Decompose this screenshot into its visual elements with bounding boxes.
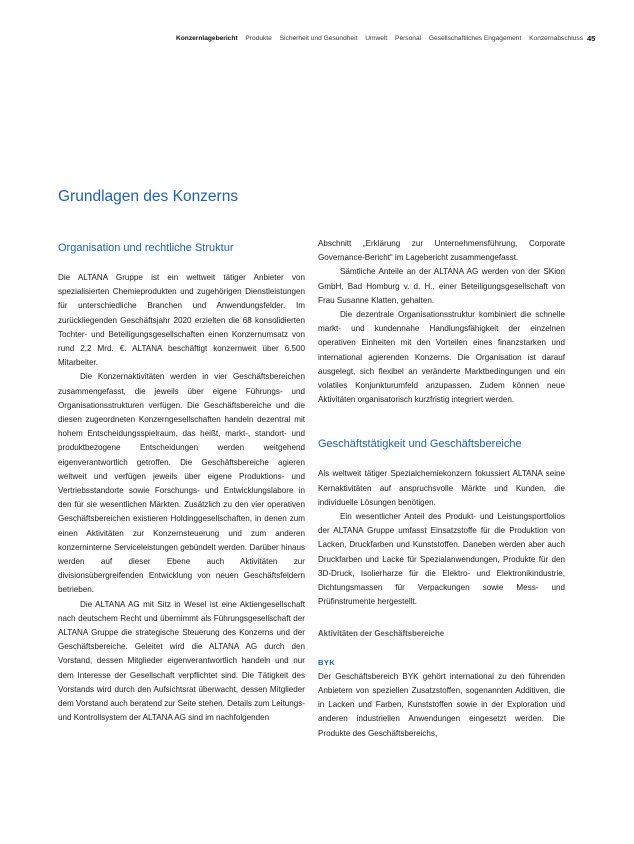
paragraph: Die ALTANA Gruppe ist ein weltweit tätiger Anbieter von spezialisierten Chemieprodukten und zugehörigen Dienstleistungen für unterschiedliche Branchen und Anwendungsfelder. Im zurückliegenden Geschäftsjahr 2020 erzielten die 68 konsolidierten Tochter- und Beteiligungsgesellschaften einen Konzernumsatz von rund 2,2 Mrd. €. ALTANA beschäftigt konzernweit über 6.500 Mitarbeiter. [58, 273, 305, 368]
division-label-byk: BYK [318, 657, 336, 667]
nav-item-engagement[interactable]: Gesellschaftliches Engagement [428, 35, 522, 42]
subheading-geschaeftstaetigkeit: Geschäftstätigkeit und Geschäftsbereiche [318, 438, 522, 451]
nav-item-umwelt[interactable]: Umwelt [365, 35, 388, 42]
subheading-organisation: Organisation und rechtliche Struktur [58, 242, 234, 254]
nav-item-konzernlagebericht[interactable]: Konzernlagebericht [176, 35, 238, 42]
section-title: Grundlagen des Konzerns [58, 188, 239, 206]
paragraph: Der Geschäftsbereich BYK gehört international zu den führenden Anbietern von speziellen Zusatzstoffen, sogenannten Additiven, die in Lacken und Farben, Kunststoffen sowie in der Exploration und anderen industriellen Anwendungen eingesetzt werden. Die Produkte des Geschäftsbereichs, [318, 671, 565, 738]
header-navigation [176, 35, 589, 42]
paragraph: Als weltweit tätiger Spezialchemiekonzern fokussiert ALTANA seine Kernaktivitäten auf anspruchsvolle Märkte und Kunden, die individuelle Lösungen benötigen. [318, 469, 565, 507]
nav-item-personal[interactable]: Personal [395, 35, 422, 42]
nav-item-produkte[interactable]: Produkte [245, 35, 272, 42]
nav-item-sicherheit[interactable]: Sicherheit und Gesundheit [279, 35, 358, 42]
paragraph: Ein wesentlicher Anteil des Produkt- und Leistungsportfolios der ALTANA Gruppe umfasst Einsatzstoffe für die Produktion von Lacken, Druckfarben und Kunststoffen. Daneben werden aber auch Druckfarben und Lacke für Spezialanwendungen, Produkte für den 3D-Druck, Isolierharze für die Elektro- und Elektronikindustrie, Dichtungsmassen für Verpackungen sowie Mess- und Prüfinstrumente hergestellt. [318, 512, 565, 607]
left-column [58, 237, 305, 726]
minor-heading: Aktivitäten der Geschäftsbereiche [318, 629, 445, 639]
paragraph: Die dezentrale Organisationsstruktur kombiniert die schnelle markt- und kundennahe Handlungsfähigkeit der einzelnen operativen Einheiten mit den Vorteilen eines finanzstarken und international agierenden Konzerns. Die Organisation ist darauf ausgelegt, sich flexibel an veränderte Marktbedingungen und ein volatiles Konjunkturumfeld anzupassen. Zudem können neue Aktivitäten organisatorisch kurzfristig integriert werden. [318, 310, 565, 405]
paragraph: Die Konzernaktivitäten werden in vier Geschäftsbereichen zusammengefasst, die jeweils über eigene Führungs- und Organisationsstrukturen verfügen. Die Geschäftsbereiche und die diesen zugeordneten Konzerngesellschaften handeln dezentral mit hohem Entscheidungsspielraum, das heißt, markt-, standort- und produktbezogene Entscheidungen werden weitgehend eigenverantwortlich getroffen. Die Geschäftsbereiche agieren weltweit und verfügen jeweils über eigene Produktions- und Vertriebsstandorte sowie Forschungs- und Entwicklungslabore in den für sie wesentlichen Märkten. Zusätzlich zu den vier operativen Geschäftsbereichen existieren Holdinggesellschaften, in denen zum einen Aktivitäten zur Konzernsteuerung und zum anderen konzerninterne Serviceleistungen gebündelt werden. Darüber hinaus werden auf dieser Ebene auch Aktivitäten zur divisionsübergreifenden Entwicklung von neuen Geschäftsfeldern betrieben. [58, 372, 305, 595]
paragraph: Die ALTANA AG mit Sitz in Wesel ist eine Aktiengesellschaft nach deutschem Recht und übernimmt als Führungsgesellschaft der ALTANA Gruppe die strategische Steuerung des Konzerns und der Geschäftsbereiche. Geleitet wird die ALTANA AG durch den Vorstand, dessen Mitglieder eigenverantwortlich handeln und nur dem Interesse der Gesellschaft verpflichtet sind. Die Tätigkeit des Vorstands wird durch den Aufsichtsrat überwacht, dessen Mitglieder dem Vorstand auch beratend zur Seite stehen. Details zum Leitungs- und Kontrollsystem der ALTANA AG sind im nachfolgenden [58, 599, 306, 723]
paragraph: Abschnitt „Erklärung zur Unternehmensführung, Corporate Governance-Bericht“ im Lagebericht zusammengefasst. [318, 239, 565, 263]
nav-item-konzernabschluss[interactable]: Konzernabschluss [529, 35, 584, 42]
page-number: 45 [587, 34, 596, 43]
right-column [318, 237, 565, 741]
paragraph: Sämtliche Anteile an der ALTANA AG werden von der SKion GmbH, Bad Homburg v. d. H., einer Beteiligungsgesellschaft von Frau Susanne Klatten, gehalten. [318, 267, 565, 305]
